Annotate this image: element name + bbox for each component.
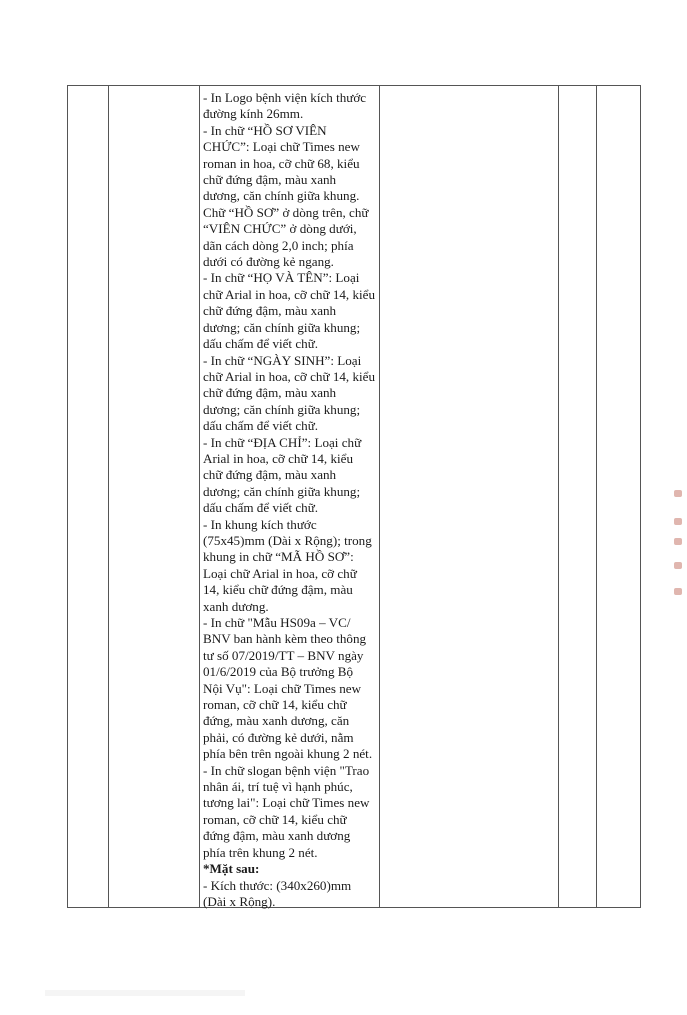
column-divider-3: [379, 86, 380, 907]
column-divider-2: [199, 86, 200, 907]
spec-table: [67, 85, 641, 908]
scan-smudge: [45, 990, 245, 996]
column-divider-1: [108, 86, 109, 907]
spec-birthdate-label: - In chữ “NGÀY SINH”: Loại chữ Arial in hoa, cỡ chữ 14, kiểu chữ đứng đậm, màu xanh dương; căn chính giữa khung; dấu chấm để viết chữ.: [203, 352, 376, 434]
spec-slogan: - In chữ slogan bệnh viện "Trao nhân ái, trí tuệ vì hạnh phúc, tương lai": Loại chữ Times new roman, cỡ chữ 14, kiểu chữ đứng đậm, màu xanh dương phía trên khung 2 nét.: [203, 762, 370, 860]
spec-back-size: - Kích thước: (340x260)mm (Dài x Rộng).: [203, 877, 352, 909]
column-divider-4: [558, 86, 559, 907]
spec-title-text: - In chữ “HỒ SƠ VIÊN CHỨC”: Loại chữ Times new roman in hoa, cỡ chữ 68, kiểu chữ đứng đậm, màu xanh dương, căn chính giữa khung. Chữ “HỒ SƠ” ở dòng trên, chữ “VIÊN CHỨC” ở dòng dưới, dãn cách dòng 2,0 inch; phía dưới có đường kẻ ngang.: [203, 122, 369, 270]
column-divider-5: [596, 86, 597, 907]
scan-artifact-marks: [674, 490, 686, 610]
spec-address-label: - In chữ “ĐỊA CHỈ”: Loại chữ Arial in hoa, cỡ chữ 14, kiểu chữ đứng đậm, màu xanh dương; căn chính giữa khung; dấu chấm để viết chữ.: [203, 434, 362, 516]
spec-name-label: - In chữ “HỌ VÀ TÊN”: Loại chữ Arial in hoa, cỡ chữ 14, kiểu chữ đứng đậm, màu xanh dương; căn chính giữa khung; dấu chấm để viết chữ.: [203, 270, 376, 352]
spec-form-template-note: - In chữ "Mẫu HS09a – VC/ BNV ban hành kèm theo thông tư số 07/2019/TT – BNV ngày 01/6/2019 của Bộ trưởng Bộ Nội Vụ": Loại chữ Times new roman, cỡ chữ 14, kiểu chữ đứng, màu xanh dương, căn phải, có đường kẻ dưới, nằm phía bên trên ngoài khung 2 nét.: [203, 615, 373, 762]
spec-logo: - In Logo bệnh viện kích thước đường kính 26mm.: [203, 90, 367, 122]
spec-record-code-frame: - In khung kích thước (75x45)mm (Dài x Rộng); trong khung in chữ “MÃ HỒ SƠ”: Loại chữ Arial in hoa, cỡ chữ 14, kiểu chữ đứng đậm, màu xanh dương.: [203, 516, 372, 614]
specification-cell: [203, 90, 375, 910]
back-side-heading: *Mặt sau:: [203, 861, 260, 877]
